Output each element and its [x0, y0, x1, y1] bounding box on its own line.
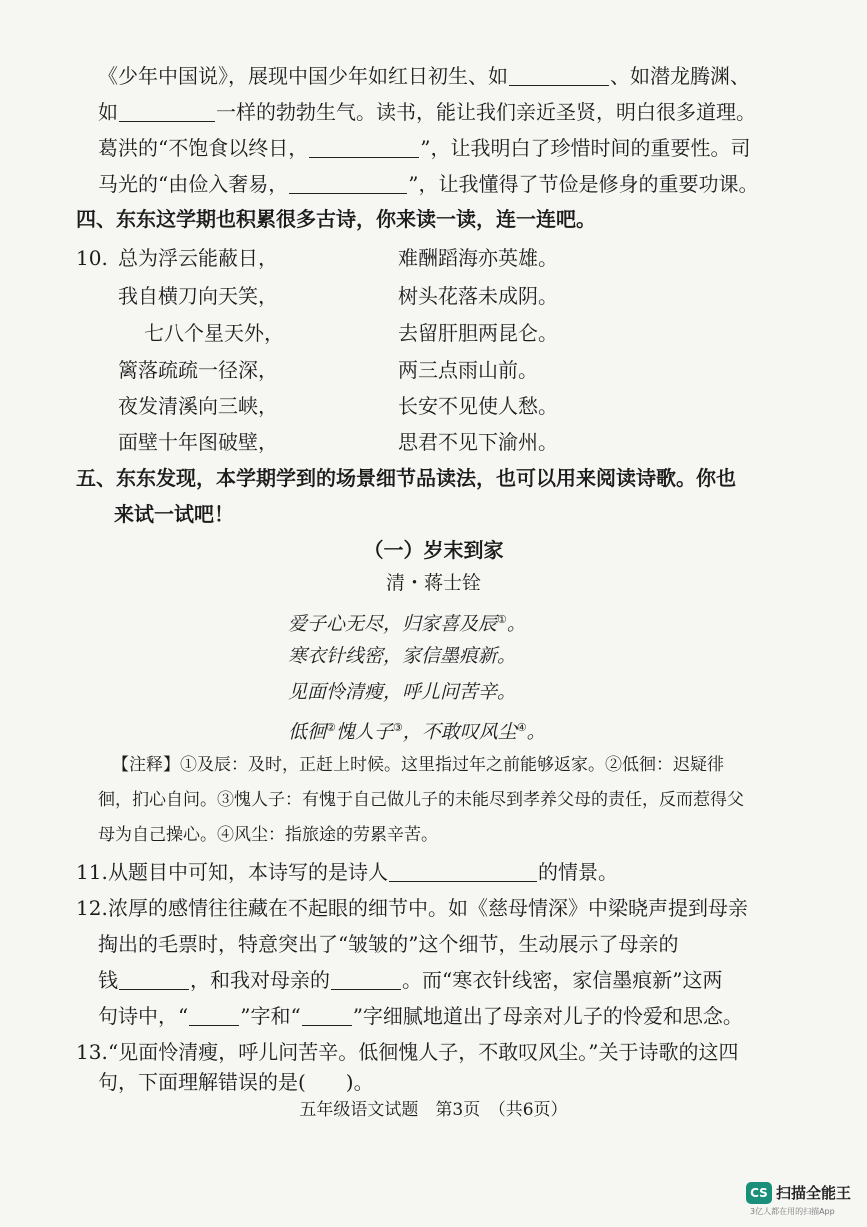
- poem-title: （一）岁末到家: [363, 538, 504, 562]
- poem-line-right-3[interactable]: 去留肝胆两昆仑。: [398, 321, 558, 345]
- question-text: 从题目中可知，本诗写的是诗人: [108, 860, 388, 884]
- answer-blank[interactable]: [389, 861, 537, 882]
- intro-text: 马光的“由俭入奢易，: [98, 172, 289, 196]
- poem-line-3: 见面怜清瘦，呼儿问苦辛。: [288, 681, 517, 703]
- poem-line-left-4[interactable]: 篱落疏疏一径深，: [118, 358, 278, 382]
- poem-line-right-4[interactable]: 两三点雨山前。: [398, 358, 538, 382]
- intro-line-4: [98, 170, 758, 198]
- question-text: 。而“寒衣针线密，家信墨痕新”这两: [402, 968, 723, 992]
- intro-text: ”，让我懂得了节俭是修身的重要功课。: [408, 172, 759, 196]
- notes-line-2: 徊，扪心自问。③愧人子：有愧于自己做儿子的未能尽到孝养父母的责任，反而惹得父: [98, 790, 744, 810]
- answer-blank[interactable]: [119, 101, 215, 122]
- poem-line-left-3[interactable]: 七八个星天外，: [144, 321, 284, 345]
- logo-brand: 扫描全能王: [776, 1184, 852, 1202]
- question-text: ，和我对母亲的: [190, 968, 330, 992]
- answer-blank[interactable]: [309, 137, 419, 158]
- poem-line-left-6[interactable]: 面壁十年图破壁，: [118, 430, 278, 454]
- poem-line-1: [288, 606, 526, 638]
- logo-tagline: 3亿人都在用的扫描App: [750, 1207, 835, 1216]
- question-text: ”字细腻地道出了母亲对儿子的怜爱和思念。: [352, 1004, 743, 1028]
- question-number: 10.: [76, 246, 108, 270]
- footnote-mark: ③: [392, 721, 403, 734]
- question-number: 13.: [76, 1040, 108, 1064]
- question-12-line-4: [98, 1002, 743, 1030]
- poem-line-left-2[interactable]: 我自横刀向天笑，: [118, 284, 278, 308]
- question-12-line-3: [98, 966, 722, 994]
- poem-author: 清・蒋士铨: [385, 572, 481, 594]
- footnote-mark: ①: [497, 613, 507, 626]
- poem-text: ，不敢叹风尘: [402, 721, 517, 743]
- intro-text: 如: [98, 100, 118, 124]
- poem-line-4: [288, 714, 546, 746]
- answer-blank[interactable]: [119, 969, 189, 990]
- question-text: ”字和“: [240, 1004, 301, 1028]
- intro-text: 葛洪的“不饱食以终日，: [98, 136, 309, 160]
- poem-line-right-5[interactable]: 长安不见使人愁。: [398, 394, 558, 418]
- footnote-mark: ④: [516, 721, 527, 734]
- question-12-line-1: 浓厚的感情往往藏在不起眼的细节中。如《慈母情深》中梁晓声提到母亲: [108, 896, 748, 920]
- poem-line-right-2[interactable]: 树头花落未成阴。: [398, 284, 558, 308]
- poem-line-left-1[interactable]: 总为浮云能蔽日，: [118, 246, 278, 270]
- question-text: 钱: [98, 968, 118, 992]
- cs-logo-icon: CS: [746, 1182, 772, 1204]
- question-text: 句诗中，“: [98, 1004, 189, 1028]
- poem-text: 愧人子: [335, 721, 393, 743]
- poem-line-left-5[interactable]: 夜发清溪向三峡，: [118, 394, 278, 418]
- poem-text: 爱子心无尽，归家喜及辰: [288, 613, 498, 635]
- poem-line-right-6[interactable]: 思君不见下渝州。: [398, 430, 558, 454]
- intro-text: 《少年中国说》，展现中国少年如红日初生、如: [98, 64, 508, 88]
- question-13-line-1: “见面怜清瘦，呼儿问苦辛。低徊愧人子，不敢叹风尘。”关于诗歌的这四: [108, 1040, 739, 1064]
- question-13-line-2: 句，下面理解错误的是( )。: [98, 1070, 374, 1094]
- section-4-heading: 四、东东这学期也积累很多古诗，你来读一读，连一连吧。: [76, 207, 596, 231]
- intro-text: 一样的勃勃生气。读书，能让我们亲近圣贤，明白很多道理。: [216, 100, 756, 124]
- poem-text: 低徊: [288, 721, 327, 743]
- answer-blank[interactable]: [331, 969, 401, 990]
- scanner-watermark: [742, 1178, 860, 1222]
- question-number: 11.: [76, 860, 108, 884]
- answer-blank[interactable]: [509, 65, 609, 86]
- question-text: 的情景。: [538, 860, 618, 884]
- section-5-heading: 五、东东发现，本学期学到的场景细节品读法，也可以用来阅读诗歌。你也: [76, 466, 736, 490]
- footnote-mark: ②: [326, 721, 336, 734]
- poem-line-2: 寒衣针线密，家信墨痕新。: [288, 645, 517, 667]
- poem-text: 。: [506, 613, 526, 635]
- poem-line-right-1[interactable]: 难酬蹈海亦英雄。: [398, 246, 558, 270]
- notes-line-3: 母为自己操心。④风尘：指旅途的劳累辛苦。: [98, 825, 438, 845]
- intro-text: ”，让我明白了珍惜时间的重要性。司: [420, 136, 751, 160]
- answer-blank[interactable]: [302, 1005, 352, 1026]
- page-footer: 五年级语文试题 第3页 （共6页）: [299, 1100, 568, 1120]
- question-11: [108, 858, 618, 886]
- section-5-heading-cont: 来试一试吧！: [114, 502, 234, 526]
- answer-blank[interactable]: [289, 173, 407, 194]
- intro-line-1: [98, 62, 750, 90]
- notes-line-1: 【注释】①及辰：及时，正赶上时候。这里指过年之前能够返家。②低徊：迟疑徘: [112, 755, 724, 775]
- intro-line-2: [98, 98, 756, 126]
- question-number: 12.: [76, 896, 108, 920]
- answer-blank[interactable]: [189, 1005, 239, 1026]
- intro-text: 、如潜龙腾渊、: [610, 64, 750, 88]
- question-12-line-2: 掏出的毛票时，特意突出了“皱皱的”这个细节，生动展示了母亲的: [98, 932, 679, 956]
- poem-text: 。: [526, 721, 546, 743]
- intro-line-3: [98, 134, 750, 162]
